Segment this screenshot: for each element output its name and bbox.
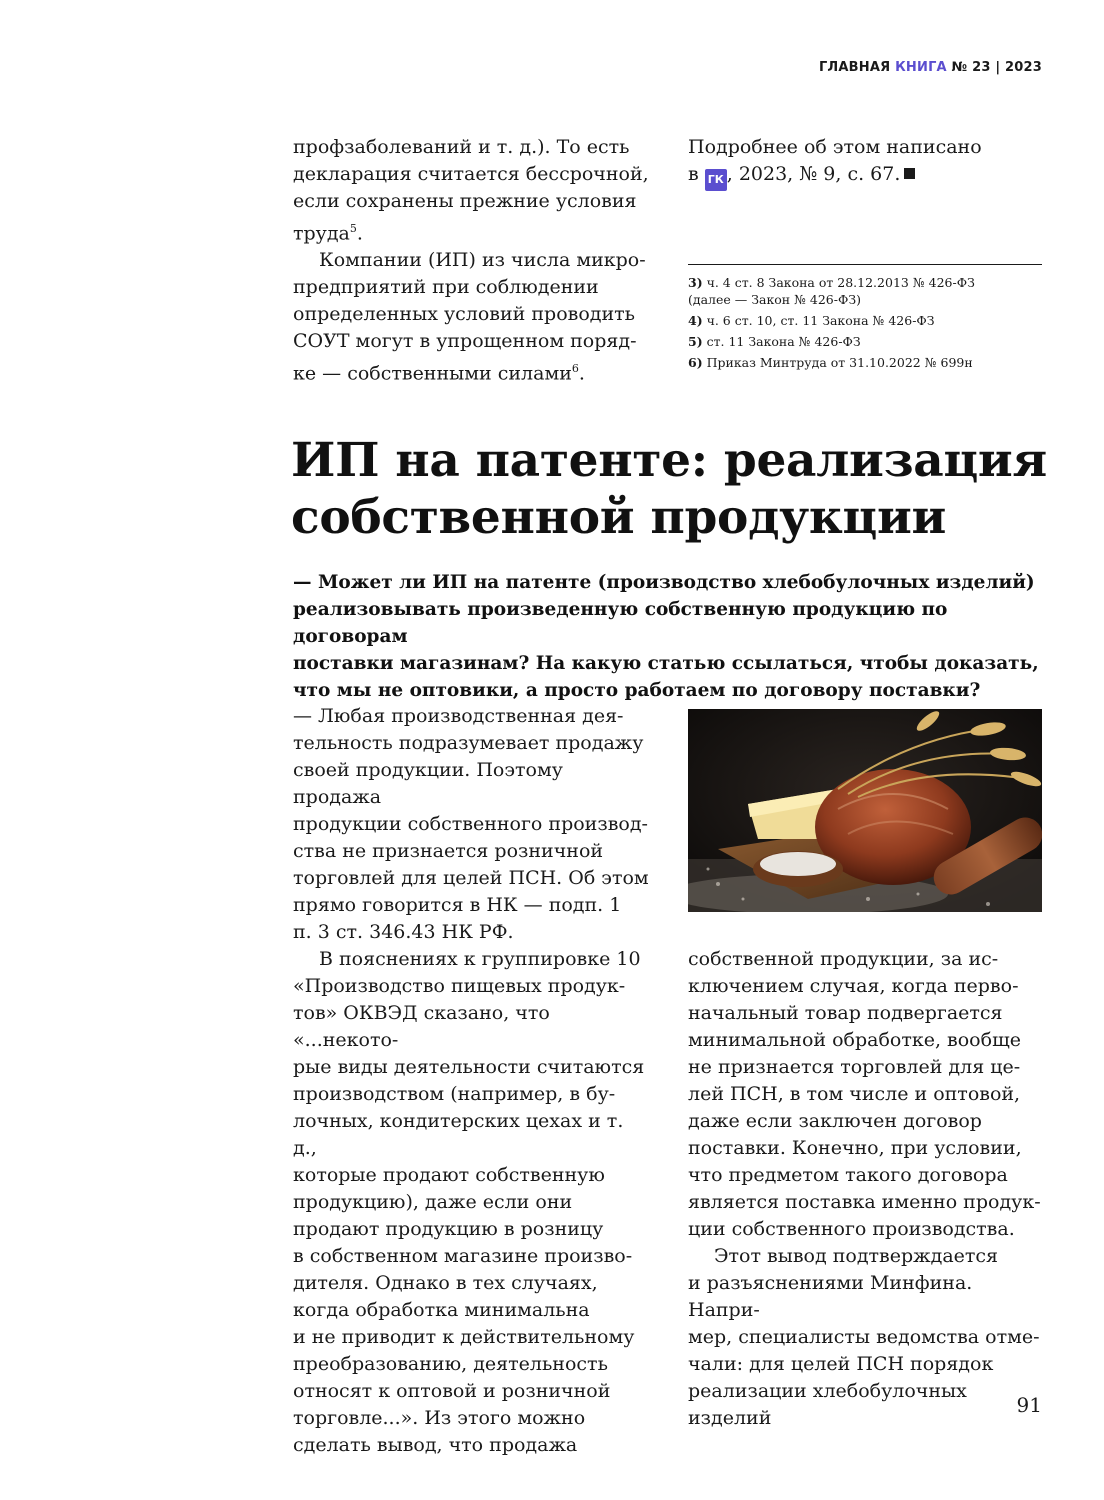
footnote: 5) ст. 11 Закона № 426-ФЗ bbox=[688, 334, 861, 349]
paragraph: профзаболеваний и т. д.). То есть декларация считается бессрочной, если сохранены прежние условия труда$^5$. bbox=[293, 136, 649, 245]
brand-part1: ГЛАВНАЯ bbox=[818, 60, 891, 75]
footnote-divider bbox=[688, 264, 1042, 265]
paragraph: — Любая производственная дея- тельность подразумевает продажу своей продукции. Поэтому продажа продукции собственного производ- ства не признается розничной торговлей для целей ПСН. Об этом прямо говорится в НК — подп. 1 п. 3 ст. 346.43 НК РФ. bbox=[293, 705, 649, 943]
bread-illustration-icon bbox=[688, 709, 1042, 912]
paragraph: собственной продукции, за ис- ключением случая, когда перво- начальный товар подвергается минимальной обработке, вообще не признается торговлей для це- лей ПСН, в том числе и оптовой, даже если заключен договор поставки. Конечно, при условии, что предметом такого договора является поставка именно продук- ции собственного производства. bbox=[688, 948, 1041, 1240]
article-question: — Может ли ИП на патенте (производство хлебобулочных изделий) реализовывать произведенную собственную продукцию по договорам поставки магазинам? На какую статью ссылаться, чтобы доказать, что мы не оптовики, а просто работаем по договору поставки? bbox=[293, 572, 1039, 701]
reference-line: Подробнее об этом написано bbox=[688, 136, 982, 158]
footnote: 4) ч. 6 ст. 10, ст. 11 Закона № 426-ФЗ bbox=[688, 313, 935, 328]
magazine-header bbox=[819, 60, 1042, 75]
paragraph: В пояснениях к группировке 10 «Производство пищевых продук- тов» ОКВЭД сказано, что «...некото- рые виды деятельности считаются производством (например, в бу- лочных, кондитерских цехах и т. д., которые продают собственную продукцию), даже если они продают продукцию в розницу в собственном магазине произво- дителя. Однако в тех случаях, когда обработка минимальна и не приводит к действительному преобразованию, деятельность относят к оптовой и розничной торговле...». Из этого можно сделать вывод, что продажа bbox=[293, 948, 645, 1456]
top-left-column bbox=[293, 134, 653, 388]
paragraph: Компании (ИП) из числа микро- предприятий при соблюдении определенных условий проводить СОУТ могут в упрощенном поряд- ке — собственными силами$^6$. bbox=[293, 249, 646, 385]
footnote: 6) Приказ Минтруда от 31.10.2022 № 699н bbox=[688, 355, 973, 370]
end-mark-icon bbox=[904, 168, 915, 179]
bread-photo bbox=[688, 709, 1042, 912]
reference-line: в ГК , 2023, № 9, с. 67. bbox=[688, 161, 1042, 191]
footnotes bbox=[688, 274, 1042, 375]
brand-part2: КНИГА bbox=[895, 60, 947, 75]
page-number: 91 bbox=[1016, 1393, 1042, 1417]
footnote: 3) ч. 4 ст. 8 Закона от 28.12.2013 № 426-ФЗ (далее — Закон № 426-ФЗ) bbox=[688, 275, 975, 307]
paragraph: Этот вывод подтверждается и разъяснениями Минфина. Напри- мер, специалисты ведомства отме- чали: для целей ПСН порядок реализации хлебобулочных изделий bbox=[688, 1245, 1040, 1429]
gk-logo-icon: ГК bbox=[705, 169, 727, 191]
top-right-column bbox=[688, 134, 1042, 191]
main-right-column bbox=[688, 946, 1042, 1432]
article-title: ИП на патенте: реализация собственной продукции bbox=[291, 433, 1047, 545]
main-left-column bbox=[293, 703, 653, 1459]
issue-number: № 23 | 2023 bbox=[951, 60, 1042, 75]
